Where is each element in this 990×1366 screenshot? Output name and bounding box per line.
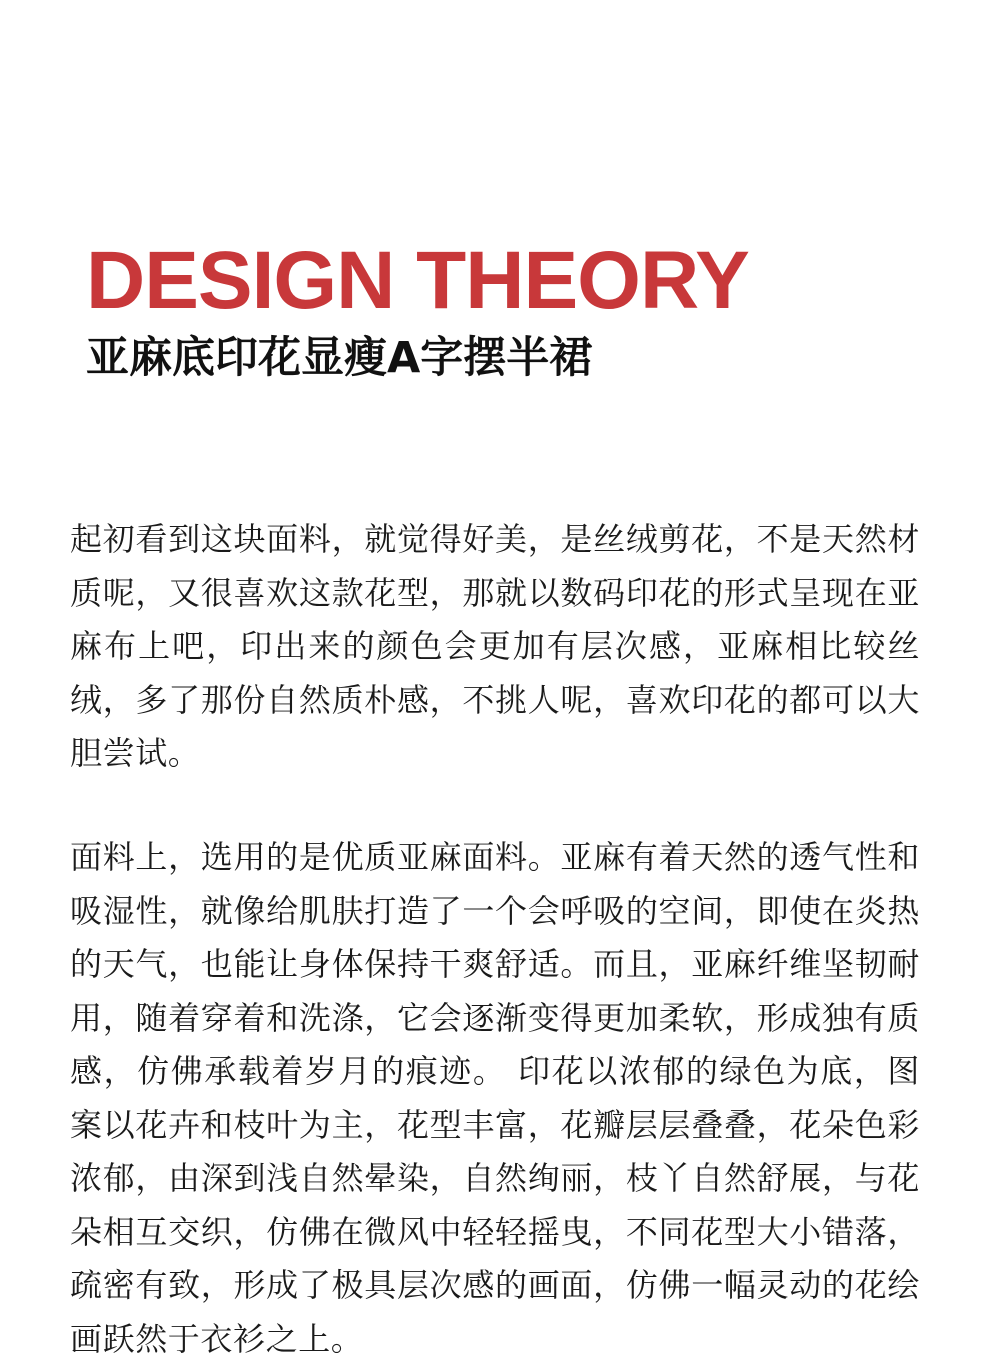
fabric-description-paragraph: 面料上，选用的是优质亚麻面料。亚麻有着天然的透气性和吸湿性，就像给肌肤打造了一个会呼吸的空间，即使在炎热的天气，也能让身体保持干爽舒适。而且，亚麻纤维坚韧耐用，随着穿着和洗涤，它会逐渐变得更加柔软，形成独有质感，仿佛承载着岁月的痕迹。 印花以浓郁的绿色为底，图案以花卉和枝叶为主，花型丰富，花瓣层层叠叠，花朵色彩浓郁，由深到浅自然晕染，自然绚丽，枝丫自然舒展，与花朵相互交织，仿佛在微风中轻轻摇曳，不同花型大小错落，疏密有致，形成了极具层次感的画面，仿佛一幅灵动的花绘画跃然于衣衫之上。 [70,838,920,1358]
product-title: 亚麻底印花显瘦A字摆半裙 [86,333,593,383]
design-theory-heading: DESIGN THEORY [86,235,749,326]
intro-paragraph: 起初看到这块面料，就觉得好美，是丝绒剪花，不是天然材质呢，又很喜欢这款花型，那就以数码印花的形式呈现在亚麻布上吧，印出来的颜色会更加有层次感，亚麻相比较丝绒，多了那份自然质朴感，不挑人呢，喜欢印花的都可以大胆尝试。 [70,520,920,772]
